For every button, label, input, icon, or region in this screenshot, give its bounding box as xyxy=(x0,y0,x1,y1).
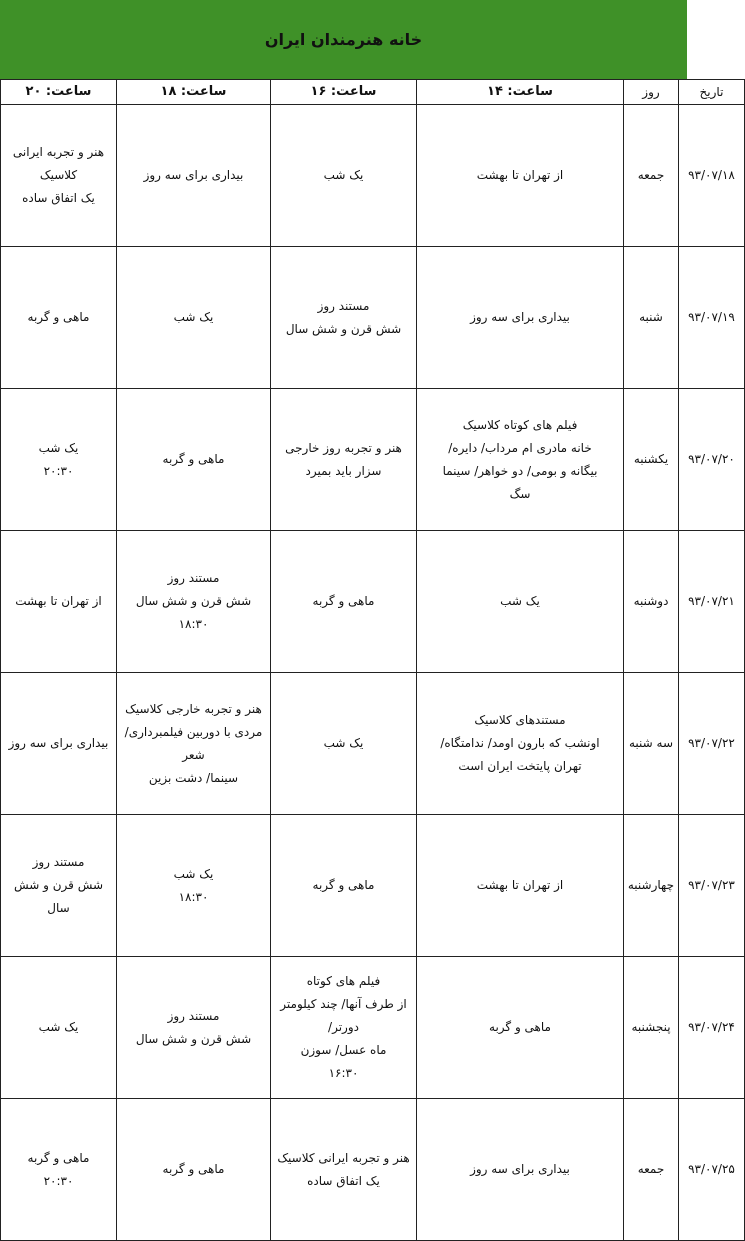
col-header-16: ساعت: ۱۶ xyxy=(271,80,417,105)
cell-16: فیلم های کوتاه از طرف آنها/ چند کیلومتر دورتر/ ماه عسل/ سوزن ۱۶:۳۰ xyxy=(271,957,417,1099)
cell-20: ماهی و گربه ۲۰:۳۰ xyxy=(1,1099,117,1241)
cell-day: چهارشنبه xyxy=(624,815,679,957)
table-row xyxy=(1,389,745,531)
cell-18: ماهی و گربه xyxy=(117,1099,271,1241)
cell-16: ماهی و گربه xyxy=(271,815,417,957)
cell-18: یک شب xyxy=(117,247,271,389)
cell-18: یک شب ۱۸:۳۰ xyxy=(117,815,271,957)
col-header-date: تاریخ xyxy=(679,80,745,105)
cell-20: ماهی و گربه xyxy=(1,247,117,389)
schedule-table xyxy=(0,79,745,1241)
cell-date: ۹۳/۰۷/۲۵ xyxy=(679,1099,745,1241)
cell-date: ۹۳/۰۷/۲۳ xyxy=(679,815,745,957)
page-title: خانه هنرمندان ایران xyxy=(264,30,423,49)
cell-14: بیداری برای سه روز xyxy=(417,1099,624,1241)
table-row xyxy=(1,815,745,957)
cell-16: هنر و تجربه ایرانی کلاسیک یک اتفاق ساده xyxy=(271,1099,417,1241)
cell-day: سه شنبه xyxy=(624,673,679,815)
table-row xyxy=(1,247,745,389)
cell-14: بیداری برای سه روز xyxy=(417,247,624,389)
cell-16: یک شب xyxy=(271,673,417,815)
cell-18: ماهی و گربه xyxy=(117,389,271,531)
cell-day: جمعه xyxy=(624,105,679,247)
cell-18: مستند روز شش قرن و شش سال xyxy=(117,957,271,1099)
cell-20: از تهران تا بهشت xyxy=(1,531,117,673)
table-row xyxy=(1,531,745,673)
cell-date: ۹۳/۰۷/۱۸ xyxy=(679,105,745,247)
cell-16: هنر و تجربه روز خارجی سزار باید بمیرد xyxy=(271,389,417,531)
cell-date: ۹۳/۰۷/۲۴ xyxy=(679,957,745,1099)
table-row xyxy=(1,673,745,815)
table-row xyxy=(1,957,745,1099)
cell-14: مستندهای کلاسیک اونشب که بارون اومد/ ندامتگاه/ تهران پایتخت ایران است xyxy=(417,673,624,815)
cell-day: یکشنبه xyxy=(624,389,679,531)
col-header-18: ساعت: ۱۸ xyxy=(117,80,271,105)
cell-20: یک شب ۲۰:۳۰ xyxy=(1,389,117,531)
cell-18: مستند روز شش قرن و شش سال ۱۸:۳۰ xyxy=(117,531,271,673)
cell-20: هنر و تجربه ایرانی کلاسیک یک اتفاق ساده xyxy=(1,105,117,247)
cell-date: ۹۳/۰۷/۲۰ xyxy=(679,389,745,531)
cell-14: یک شب xyxy=(417,531,624,673)
cell-14: فیلم های کوتاه کلاسیک خانه مادری ام مرداب/ دایره/ بیگانه و بومی/ دو خواهر/ سینما سگ xyxy=(417,389,624,531)
cell-20: مستند روز شش قرن و شش سال xyxy=(1,815,117,957)
cell-20: بیداری برای سه روز xyxy=(1,673,117,815)
cell-14: ماهی و گربه xyxy=(417,957,624,1099)
cell-day: جمعه xyxy=(624,1099,679,1241)
cell-14: از تهران تا بهشت xyxy=(417,105,624,247)
col-header-20: ساعت: ۲۰ xyxy=(1,80,117,105)
cell-14: از تهران تا بهشت xyxy=(417,815,624,957)
cell-date: ۹۳/۰۷/۲۲ xyxy=(679,673,745,815)
cell-16: یک شب xyxy=(271,105,417,247)
cell-date: ۹۳/۰۷/۱۹ xyxy=(679,247,745,389)
cell-day: پنجشنبه xyxy=(624,957,679,1099)
cell-16: مستند روز شش قرن و شش سال xyxy=(271,247,417,389)
cell-day: شنبه xyxy=(624,247,679,389)
cell-18: بیداری برای سه روز xyxy=(117,105,271,247)
table-row xyxy=(1,1099,745,1241)
col-header-14: ساعت: ۱۴ xyxy=(417,80,624,105)
page-header xyxy=(0,0,687,80)
cell-day: دوشنبه xyxy=(624,531,679,673)
header-row xyxy=(1,80,745,105)
cell-20: یک شب xyxy=(1,957,117,1099)
cell-18: هنر و تجربه خارجی کلاسیک مردی با دوربین فیلمبرداری/ شعر سینما/ دشت بزین xyxy=(117,673,271,815)
cell-16: ماهی و گربه xyxy=(271,531,417,673)
table-row xyxy=(1,105,745,247)
col-header-day: روز xyxy=(624,80,679,105)
cell-date: ۹۳/۰۷/۲۱ xyxy=(679,531,745,673)
